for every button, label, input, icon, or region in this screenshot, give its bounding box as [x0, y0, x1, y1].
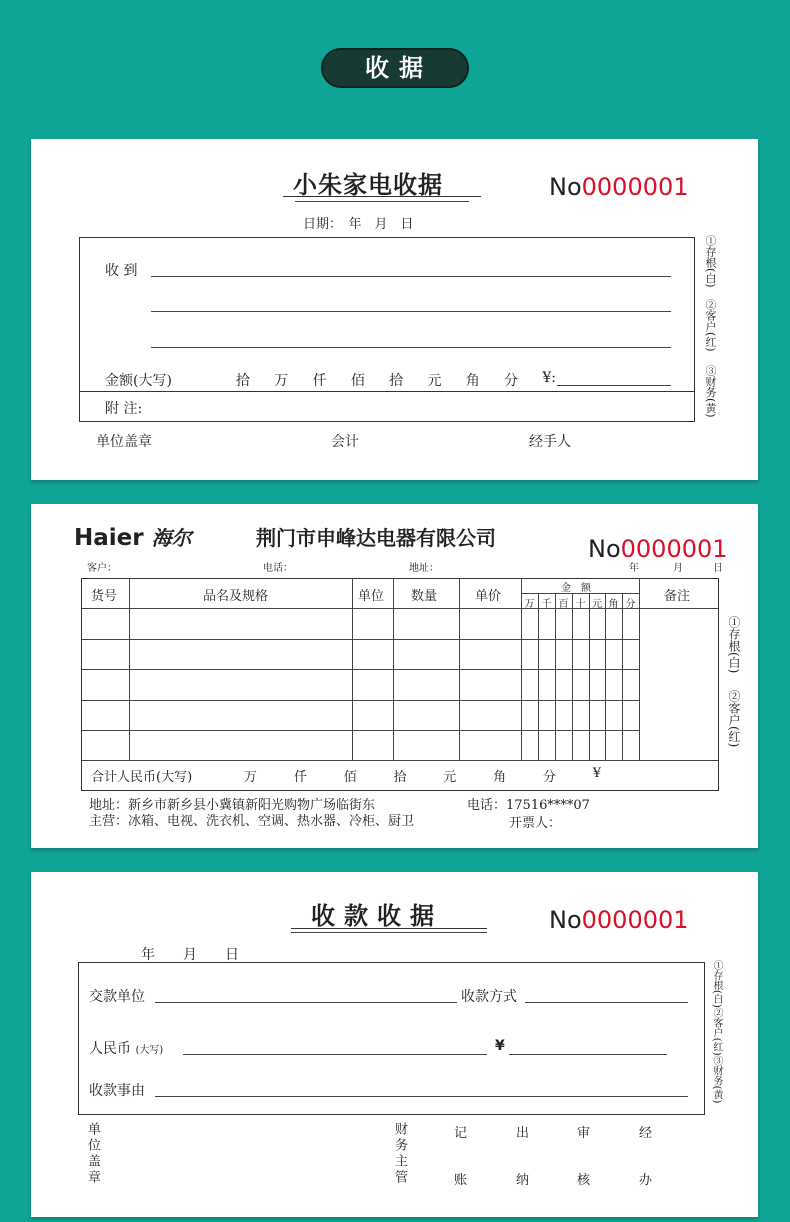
card1-form-box — [79, 237, 695, 422]
card1-footer-accountant: 会计 — [331, 434, 359, 450]
header-title: 收据 — [321, 48, 469, 88]
col-item-no: 货号 — [91, 589, 118, 604]
footer-seal: 单位盖章 — [85, 1122, 100, 1186]
reason-label: 收款事由 — [89, 1083, 145, 1099]
card3-form-box — [78, 962, 705, 1115]
col-unit: 单位 — [358, 589, 385, 604]
footer-finance-head: 财务主管 — [392, 1122, 407, 1186]
card3-date: 年 月 日 — [141, 947, 239, 963]
col-price: 单价 — [475, 589, 502, 604]
payer-label: 交款单位 — [89, 989, 145, 1005]
card3-copies: ①存根(白)②客户(红)③财务(黄) — [711, 960, 722, 1104]
col-remark: 备注 — [664, 589, 691, 604]
issuer-label: 开票人： — [509, 816, 562, 831]
shop-phone: 电话：17516****07 — [467, 798, 590, 813]
month-label: 月 — [673, 563, 683, 574]
receipt-card-2 — [31, 504, 758, 848]
company-name: 荆门市申峰达电器有限公司 — [256, 526, 496, 550]
day-label: 日 — [713, 563, 723, 574]
shop-address: 地址：新乡市新乡县小冀镇新阳光购物广场临街东 — [89, 798, 376, 813]
customer-label: 客户： — [87, 563, 117, 574]
card1-remark-label: 附 注: — [105, 401, 143, 417]
year-label: 年 — [629, 563, 639, 574]
card2-number: No0000001 — [588, 535, 728, 563]
rmb-label: 人民币 (大写) — [89, 1041, 164, 1057]
card2-copy-1: ①存根(白) — [727, 616, 741, 674]
total-units: 万 仟 佰 拾 元 角 分 ¥ — [244, 766, 601, 785]
footer-cashier: 出 纳 — [516, 1126, 530, 1188]
address-label: 地址： — [409, 563, 439, 574]
receipt-card-1 — [31, 139, 758, 480]
receipt-card-3 — [31, 872, 758, 1217]
shop-business: 主营：冰箱、电视、洗衣机、空调、热水器、冷柜、厨卫 — [89, 814, 415, 829]
card1-amount-units: 拾 万 仟 佰 拾 元 角 分 ¥: — [236, 370, 556, 389]
phone-label: 电话： — [263, 563, 293, 574]
total-label: 合计人民币(大写) — [91, 770, 193, 785]
card1-copy-2: ②客户(红) — [704, 299, 717, 352]
yen-symbol: ¥ — [495, 1038, 505, 1054]
col-qty: 数量 — [411, 589, 438, 604]
card3-number: No0000001 — [549, 906, 689, 934]
card1-number: No0000001 — [549, 173, 689, 201]
col-name-spec: 品名及规格 — [203, 589, 269, 604]
card1-copy-1: ①存根(白) — [704, 235, 717, 288]
card1-title: 小朱家电收据 — [293, 170, 443, 199]
footer-review: 审 核 — [577, 1126, 591, 1188]
method-label: 收款方式 — [461, 989, 517, 1005]
card1-footer-seal: 单位盖章 — [96, 434, 152, 450]
amount-units: 万 千 百 十 元 角 分 — [524, 599, 636, 610]
card1-footer-handler: 经手人 — [529, 434, 571, 450]
card1-date: 日期： 年 月 日 — [303, 217, 414, 232]
card1-received-label: 收 到 — [105, 263, 138, 279]
card1-copy-3: ③财务(黄) — [704, 365, 717, 418]
footer-bookkeeping: 记 账 — [454, 1126, 468, 1188]
card2-copy-2: ②客户(红) — [727, 690, 741, 748]
card3-title: 收款收据 — [311, 901, 443, 930]
col-amount: 金 额 — [561, 583, 591, 594]
card1-amount-label: 金额(大写) — [105, 373, 172, 389]
footer-handler: 经 办 — [639, 1126, 653, 1188]
haier-logo: Haier 海尔 — [74, 525, 192, 551]
